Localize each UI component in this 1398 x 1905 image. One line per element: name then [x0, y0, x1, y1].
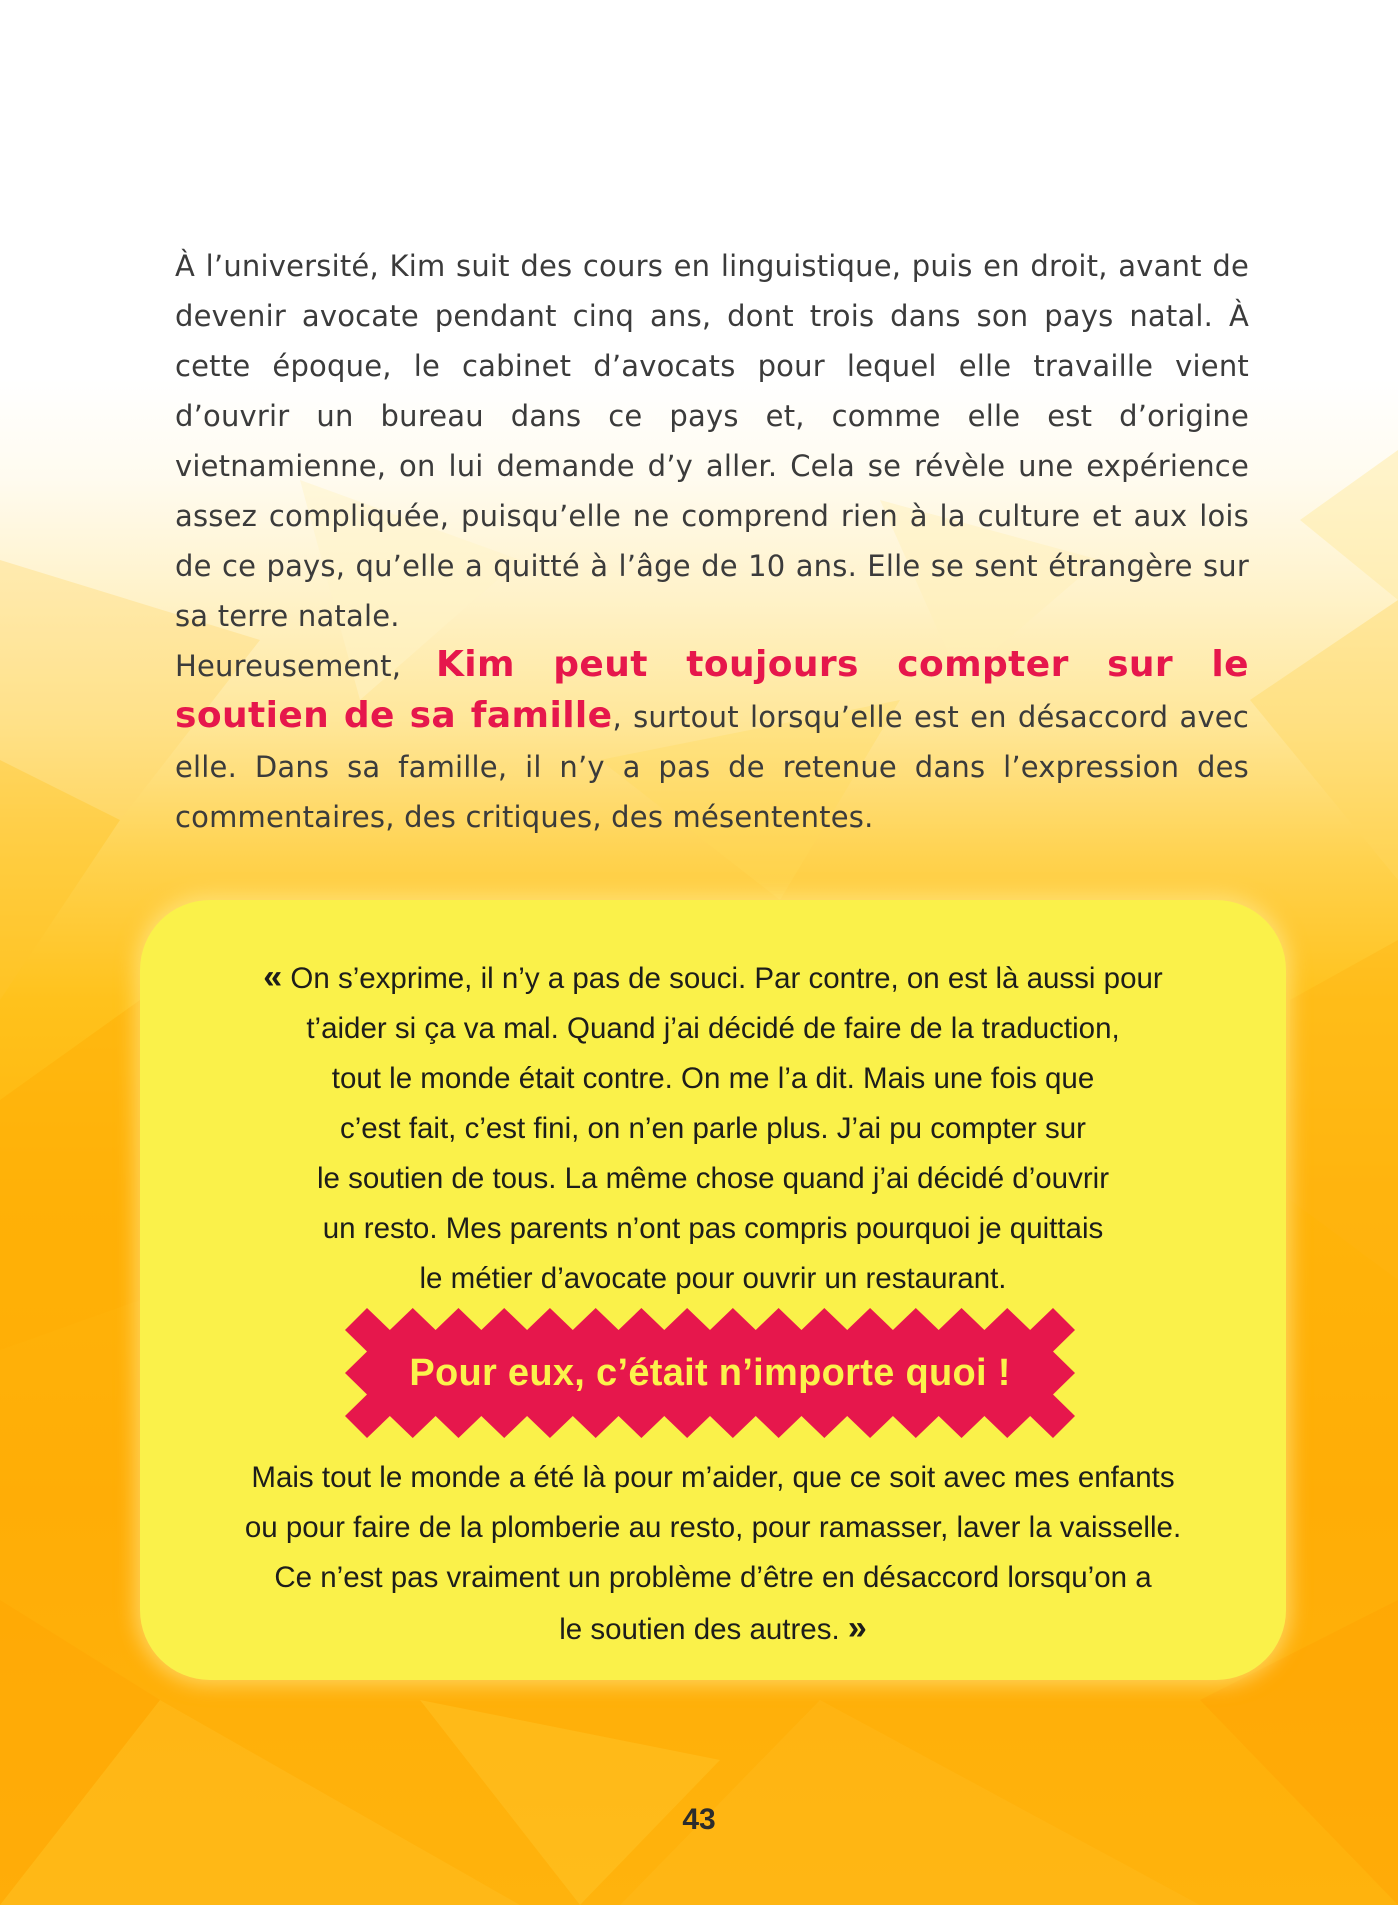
- body-paragraph-1: À l’université, Kim suit des cours en linguistique, puis en droit, avant de devenir avocate pendant cinq ans, dont trois dans son pays natal. À cette époque, le cabinet d’avocats pour lequel elle travaille vient d’ouvrir un bureau dans ce pays et, comme elle est d’origine vietnamienne, on lui demande d’y aller. Cela se révèle une expérience assez compliquée, puisqu’elle ne comprend rien à la culture et aux lois de ce pays, qu’elle a quitté à l’âge de 10 ans. Elle se sent étrangère sur sa terre natale.: [175, 249, 1249, 633]
- close-quote-mark: »: [847, 1609, 867, 1647]
- quote-part-1: [140, 952, 1286, 1304]
- starburst-callout: [345, 1308, 1075, 1438]
- quote-line-4: c’est fait, c’est fini, on n’en parle plus. J’ai pu compter sur: [339, 1112, 1087, 1145]
- open-quote-mark: «: [263, 958, 283, 996]
- quote-line-11: le soutien des autres.: [559, 1613, 840, 1646]
- quote-line-9: ou pour faire de la plomberie au resto, pour ramasser, laver la vaisselle.: [244, 1511, 1182, 1544]
- quote-line-3: tout le monde était contre. On me l’a dit. Mais une fois que: [331, 1062, 1095, 1095]
- quote-line-8: Mais tout le monde a été là pour m’aider, que ce soit avec mes enfants: [251, 1461, 1175, 1494]
- quote-line-6: un resto. Mes parents n’ont pas compris pourquoi je quittais: [322, 1212, 1104, 1245]
- quote-line-1: On s’exprime, il n’y a pas de souci. Par contre, on est là aussi pour: [290, 962, 1163, 995]
- starburst-text: Pour eux, c’était n’importe quoi !: [409, 1352, 1011, 1394]
- highlighted-phrase: Kim peut toujours compter sur le soutien de sa famille: [175, 644, 1249, 736]
- quote-box: [140, 900, 1286, 1680]
- quote-line-7: le métier d’avocate pour ouvrir un restaurant.: [419, 1262, 1007, 1295]
- quote-line-5: le soutien de tous. La même chose quand j’ai décidé d’ouvrir: [316, 1162, 1110, 1195]
- paragraph-2-start: Heureusement,: [175, 649, 436, 683]
- quote-line-2: t’aider si ça va mal. Quand j’ai décidé de faire de la traduction,: [306, 1012, 1120, 1045]
- paragraph-2-end: , surtout lorsqu’elle est en désaccord avec elle. Dans sa famille, il n’y a pas de retenue dans l’expression des commentaires, des critiques, des mésententes.: [175, 700, 1249, 834]
- quote-line-10: Ce n’est pas vraiment un problème d’être en désaccord lorsqu’on a: [274, 1561, 1152, 1594]
- page-number: 43: [682, 1803, 716, 1836]
- body-paragraph-2: [175, 640, 1249, 842]
- quote-part-2: [140, 1453, 1286, 1655]
